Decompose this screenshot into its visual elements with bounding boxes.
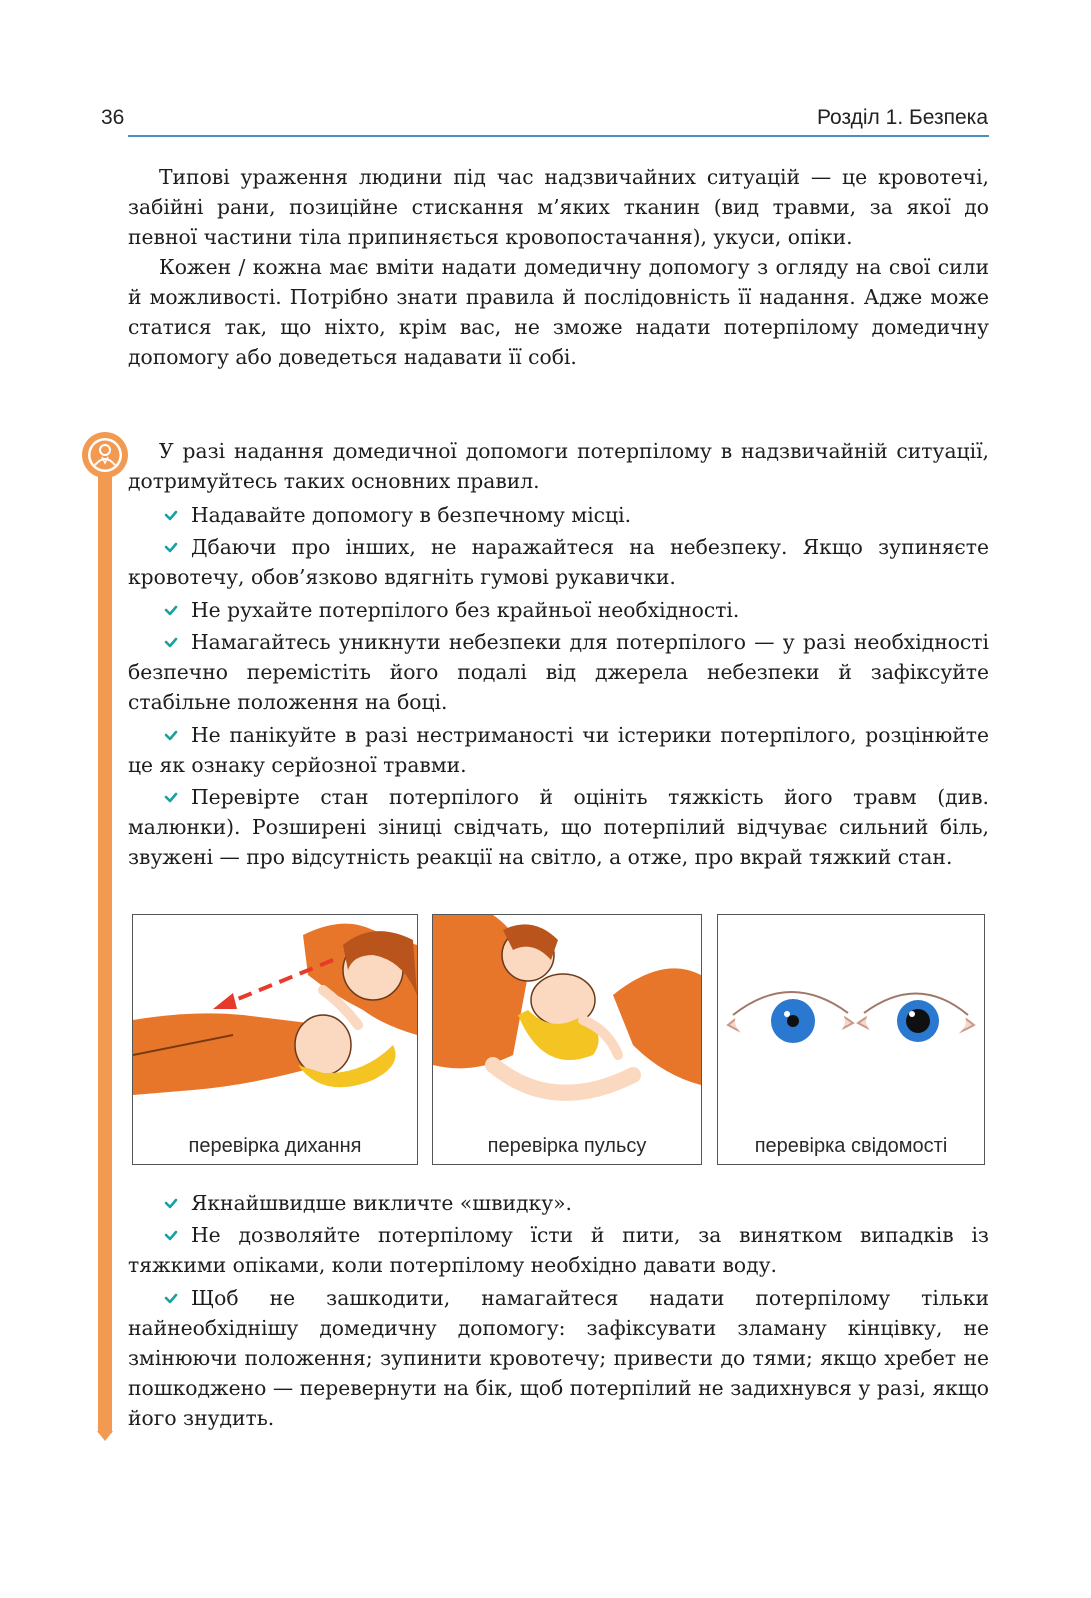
list-item-text: Не панікуйте в разі нестриманості чи істерики потерпілого, розцінюйте це як ознаку серйозної травми. [128, 722, 989, 777]
check-icon [162, 1190, 180, 1214]
list-item-text: Перевірте стан потерпілого й оцініть тяжкість його травм (див. малюнки). Розширені зіниці свідчать, що потерпілий відчуває сильний біль, звужені — про відсутність реакції на світло, а отже, про вкрай тяжкий стан. [128, 785, 989, 869]
rules-intro-text: У разі надання домедичної допомоги потерпілому в надзвичайній ситуації, дотримуйтесь таких основних правил. [128, 439, 989, 493]
list-item [128, 782, 989, 872]
pulse-check-illustration [433, 915, 701, 1125]
check-icon [162, 1222, 180, 1246]
list-item [128, 595, 989, 625]
check-icon [162, 722, 180, 746]
list-item [128, 627, 989, 717]
intro-text [128, 162, 989, 372]
figure-consciousness-check [717, 914, 985, 1165]
list-item [128, 1220, 989, 1280]
rules-intro [128, 436, 989, 496]
check-icon [162, 784, 180, 808]
check-icon [162, 629, 180, 653]
rules-list-bottom [128, 1185, 989, 1433]
person-icon [82, 432, 128, 478]
figure-caption: перевірка дихання [188, 1135, 362, 1157]
section-title: Розділ 1. Безпека [816, 106, 988, 129]
check-icon [162, 534, 180, 558]
list-item [128, 720, 989, 780]
intro-paragraph-2: Кожен / кожна має вміти надати домедичну допомогу з огляду на свої сили й можливості. Потрібно знати правила й послідовність її надання. Адже може статися так, що ніхто, крім вас, не зможе надати потерпілому домедичну допомогу або доведеться надавати її собі. [128, 255, 989, 369]
list-item-text: Надавайте допомогу в безпечному місці. [191, 502, 632, 527]
figure-breathing-check [132, 914, 418, 1165]
list-item-text: Не дозволяйте потерпілому їсти й пити, за винятком випадків із тяжкими опіками, коли потерпілому необхідно давати воду. [128, 1223, 989, 1277]
rules-side-bar [98, 470, 112, 1433]
breathing-check-illustration [133, 915, 417, 1125]
header-rule [128, 135, 989, 137]
check-icon [162, 1285, 180, 1309]
figure-caption: перевірка свідомості [754, 1135, 948, 1157]
list-item [128, 1188, 989, 1218]
intro-paragraph-1: Типові ураження людини під час надзвичайних ситуацій — це кровотечі, забійні рани, позиційне стискання м’яких тканин (вид травми, за якої до певної частини тіла припиняється кровопостачання), укуси, опіки. [128, 165, 989, 249]
eyes-illustration [718, 915, 984, 1125]
list-item-text: Щоб не зашкодити, намагайтеся надати потерпілому тільки найнеобхіднішу домедичну допомогу: зафіксувати зламану кінцівку, не змінюючи положення; зупинити кровотечу; привести до тями; якщо хребет не пошкоджено — перевернути на бік, щоб потерпілий не задихнувся у разі, якщо його знудить. [128, 1285, 989, 1430]
page-number: 36 [101, 106, 125, 129]
check-icon [162, 597, 180, 621]
rules-side-bar-tip [97, 1431, 113, 1441]
list-item-text: Якнайшвидше викличте «швидку». [191, 1190, 573, 1215]
list-item-text: Дбаючи про інших, не наражайтеся на небезпеку. Якщо зупиняєте кровотечу, обов’язково вдягніть гумові рукавички. [128, 535, 989, 589]
list-item [128, 1283, 989, 1433]
list-item [128, 500, 989, 530]
figure-pulse-check [432, 914, 702, 1165]
list-item-text: Намагайтесь уникнути небезпеки для потерпілого — у разі необхідності безпечно перемістіть його подалі від джерела небезпеки й зафіксуйте стабільне положення на боці. [128, 630, 989, 714]
rules-list-top [128, 497, 989, 872]
figure-caption: перевірка пульсу [487, 1135, 647, 1157]
check-icon [162, 502, 180, 526]
list-item-text: Не рухайте потерпілого без крайньої необхідності. [191, 597, 740, 622]
list-item [128, 532, 989, 592]
